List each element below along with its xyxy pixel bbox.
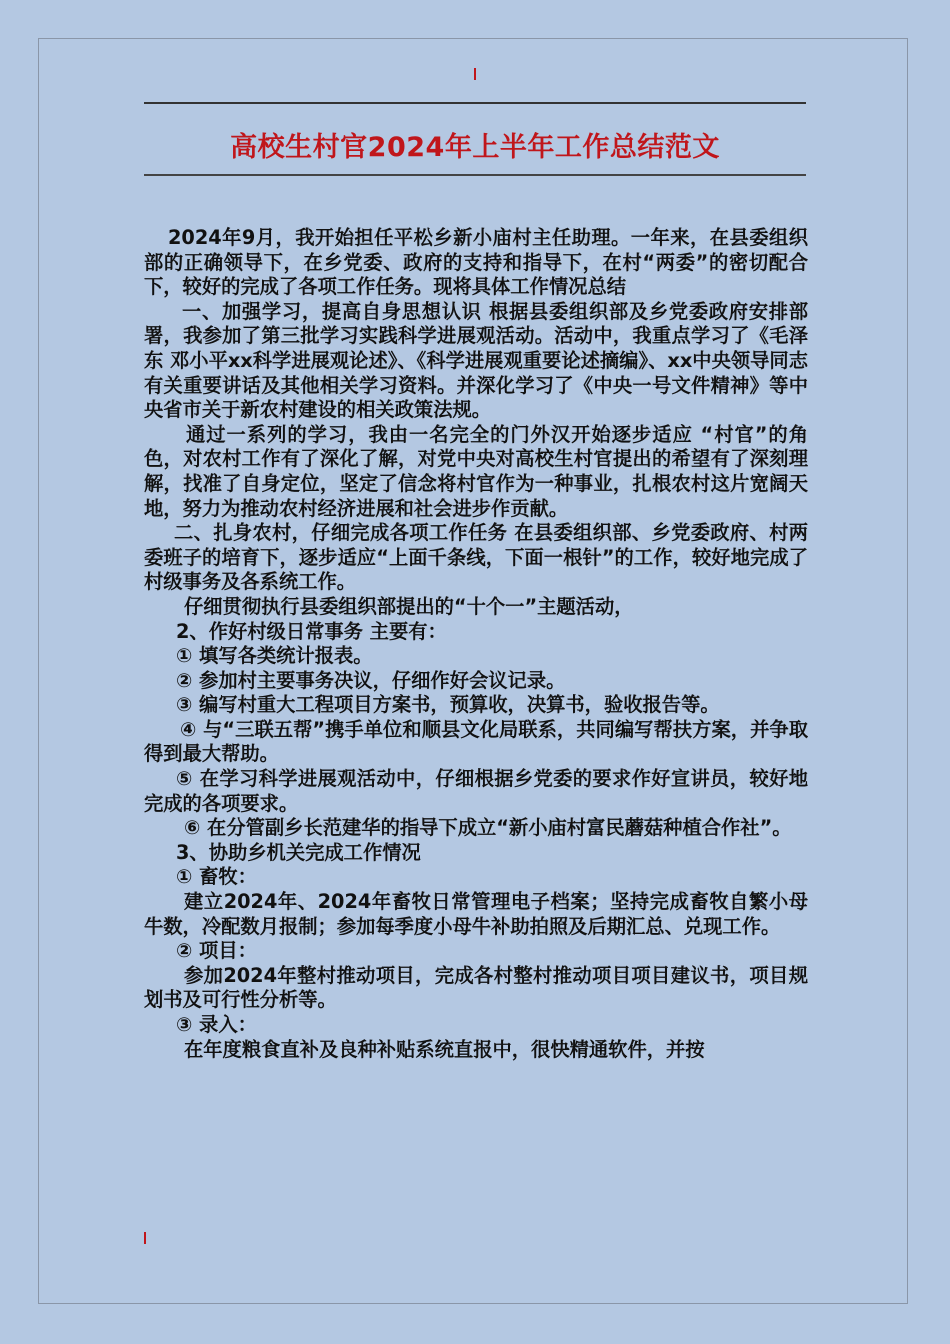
body-paragraph: ④ 与“三联五帮”携手单位和顺县文化局联系，共同编写帮扶方案，并争取得到最大帮助。 <box>144 717 808 766</box>
body-paragraph: ① 畜牧： <box>176 865 257 889</box>
document-body <box>144 226 808 1062</box>
body-paragraph: ⑤ 在学习科学进展观活动中，仔细根据乡党委的要求作好宣讲员，较好地完成的各项要求。 <box>144 767 808 815</box>
body-paragraph: ③ 编写村重大工程项目方案书，预算收，决算书，验收报告等。 <box>176 693 720 717</box>
body-paragraph: 一、加强学习，提高自身思想认识 根据县委组织部及乡党委政府安排部署，我参加了第三批学习实践科学进展观活动。活动中，我重点学习了《毛泽东 邓小平xx科学进展观论述》、《科学进展观重要论述摘编》、xx中央领导同志有关重要讲话及其他相关学习资料。并深化学习了《中央一号文件精神》等中央省市关于新农村建设的相关政策法规。 <box>144 299 808 422</box>
body-paragraph: 2024年9月，我开始担任平松乡新小庙村主任助理。一年来，在县委组织部的正确领导下，在乡党委、政府的支持和指导下，在村“两委”的密切配合下，较好的完成了各项工作任务。现将具体工作情况总结 <box>144 226 808 299</box>
body-paragraph: 仔细贯彻执行县委组织部提出的“十个一”主题活动， <box>184 594 634 618</box>
body-paragraph: ⑥ 在分管副乡长范建华的指导下成立“新小庙村富民蘑菇种植合作社”。 <box>184 816 792 840</box>
body-paragraph: ③ 录入： <box>176 1013 257 1036</box>
body-paragraph: 建立2024年、2024年畜牧日常管理电子档案；坚持完成畜牧自繁小母牛数，冷配数月报制；参加每季度小母牛补助拍照及后期汇总、兑现工作。 <box>144 890 808 938</box>
header-rule <box>144 102 806 104</box>
footer-mark <box>144 1232 146 1244</box>
body-paragraph: 参加2024年整村推动项目，完成各村整村推动项目项目建议书，项目规划书及可行性分析等。 <box>144 963 808 1012</box>
body-paragraph: ① 填写各类统计报表。 <box>176 644 373 668</box>
body-paragraph: ② 参加村主要事务决议，仔细作好会议记录。 <box>176 668 566 692</box>
body-paragraph: 通过一系列的学习，我由一名完全的门外汉开始逐步适应 “村官”的角色，对农村工作有了深化了解，对党中央对高校生村官提出的希望有了深刻理解，找准了自身定位，坚定了信念将村官作为一种事业，扎根农村这片宽阔天地，努力为推动农村经济进展和社会进步作贡献。 <box>144 422 808 520</box>
title-underline <box>144 174 806 176</box>
body-paragraph: 在年度粮食直补及良种补贴系统直报中，很快精通软件，并按 <box>184 1037 705 1061</box>
header-mark <box>474 68 476 80</box>
body-paragraph: 二、扎身农村，仔细完成各项工作任务 在县委组织部、乡党委政府、村两委班子的培育下，逐步适应“上面千条线，下面一根针”的工作，较好地完成了村级事务及各系统工作。 <box>144 521 808 594</box>
document-title: 高校生村官2024年上半年工作总结范文 <box>230 132 720 163</box>
body-paragraph: 2、作好村级日常事务 主要有： <box>176 619 447 643</box>
body-paragraph: ② 项目： <box>176 939 257 963</box>
body-paragraph: 3、协助乡机关完成工作情况 <box>176 840 421 864</box>
